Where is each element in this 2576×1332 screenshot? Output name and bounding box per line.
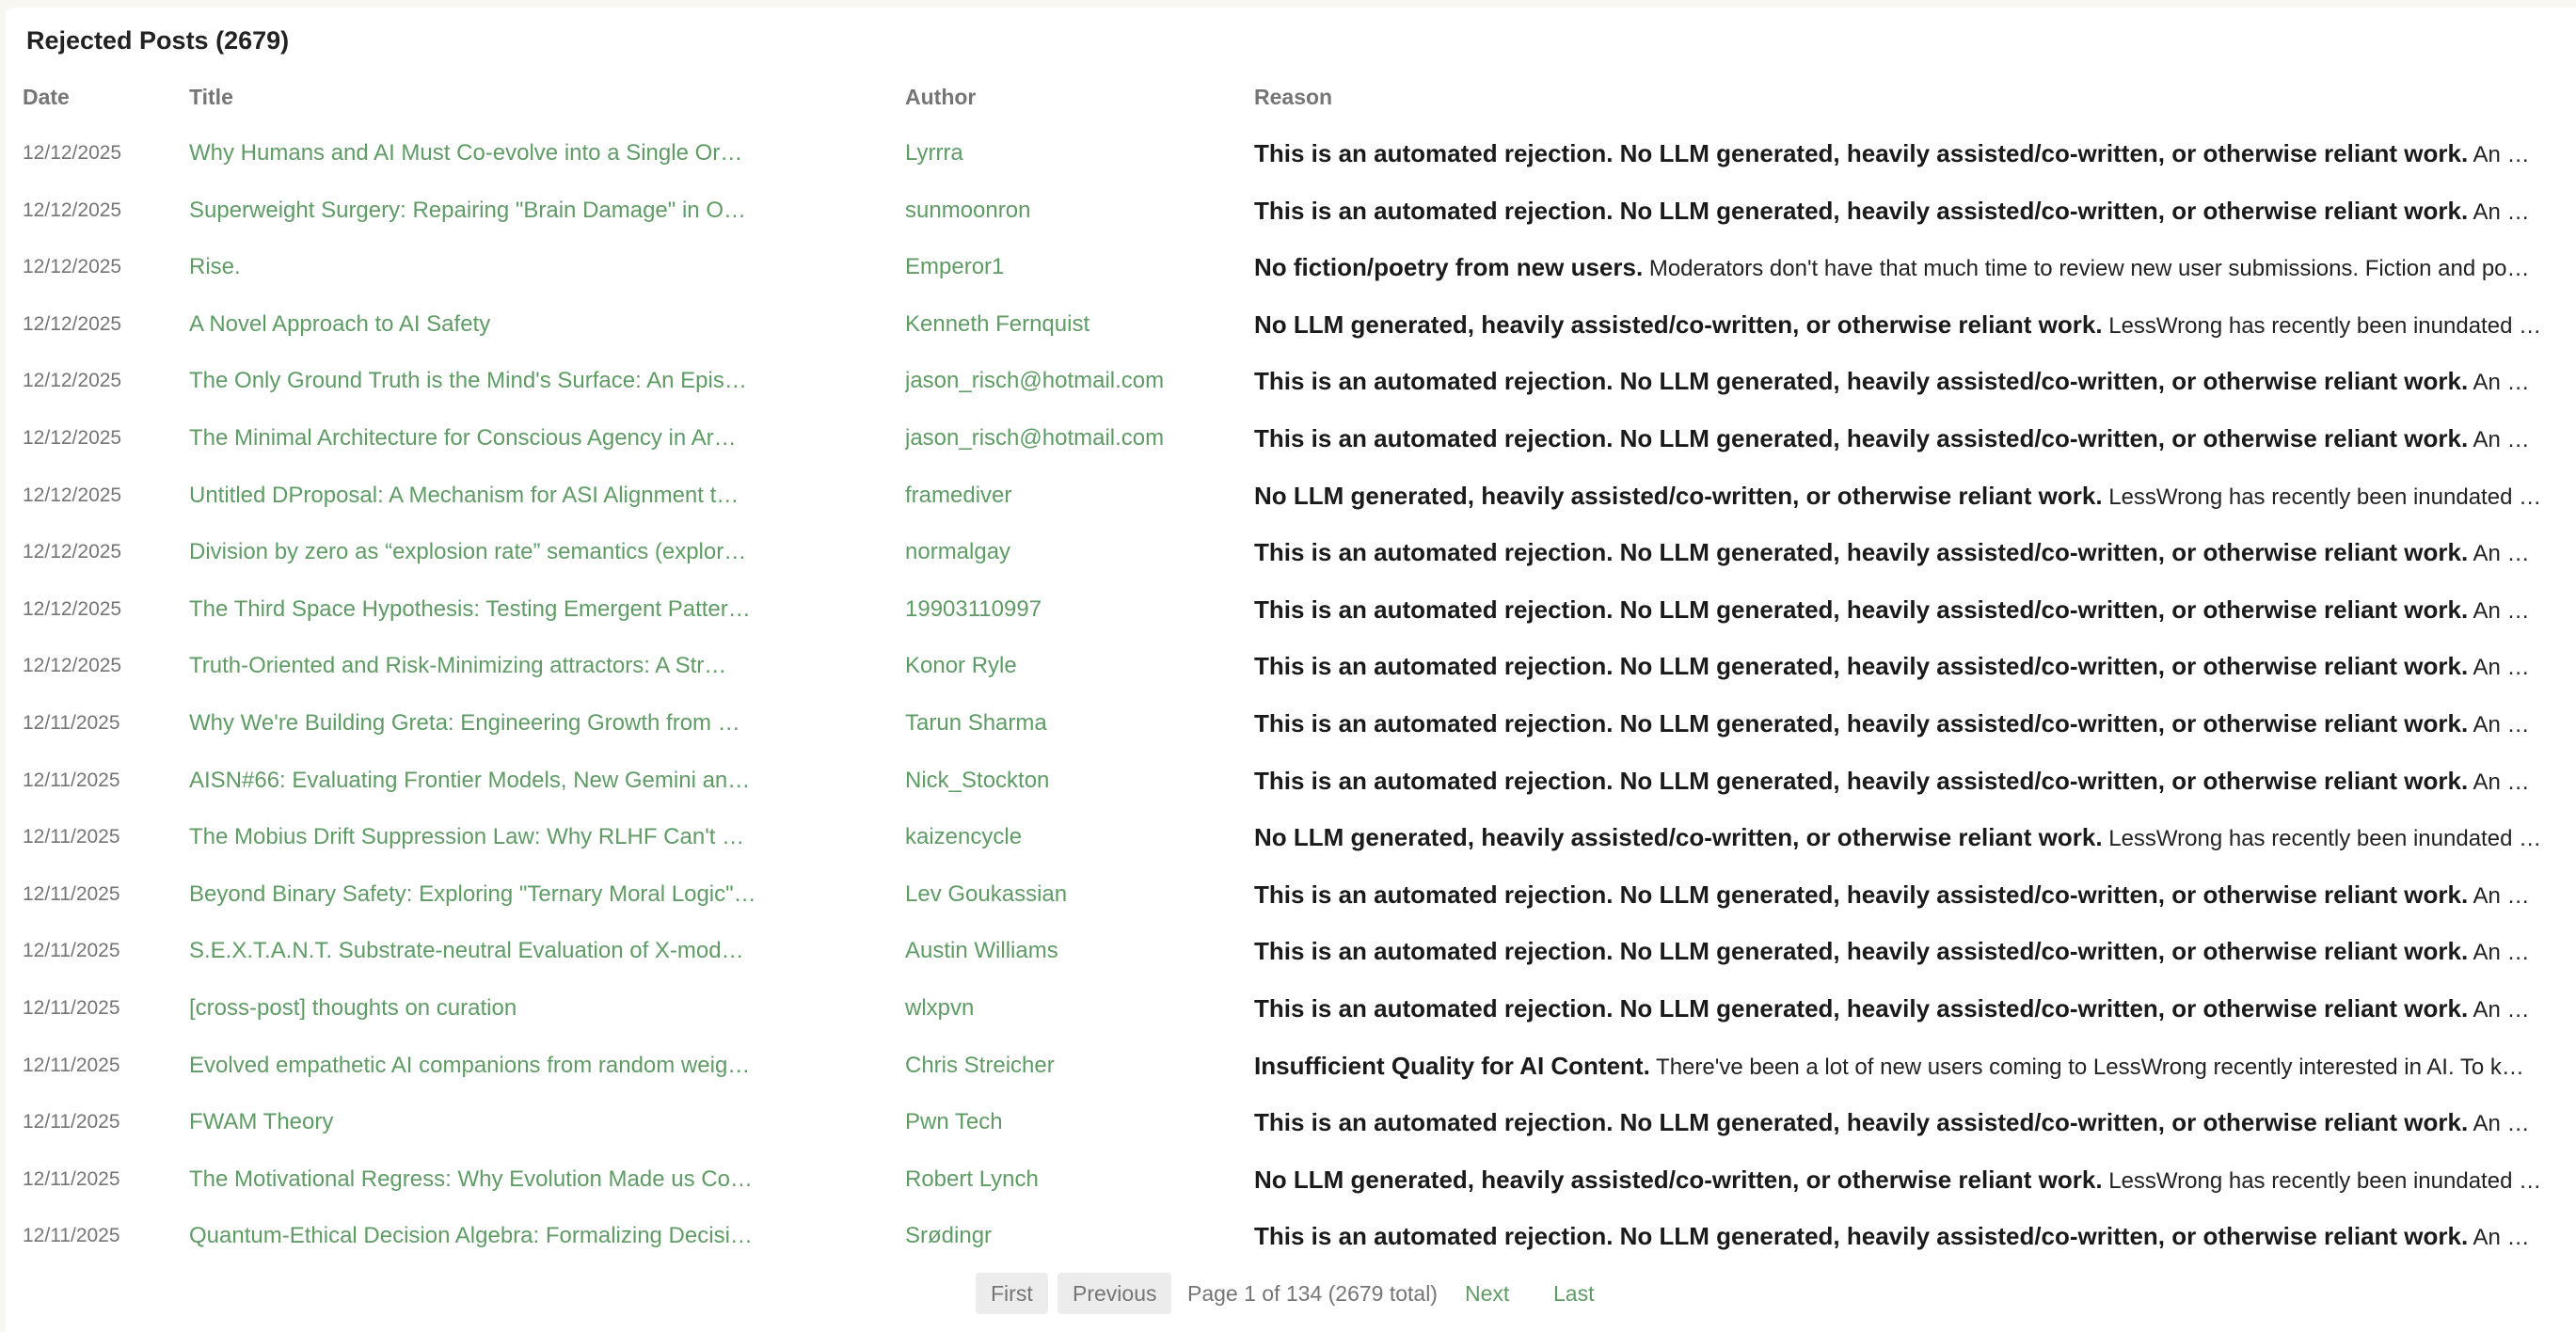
author-link[interactable]: Konor Ryle [905, 653, 1017, 679]
post-title-link[interactable]: Untitled DProposal: A Mechanism for ASI Alignment t… [189, 482, 739, 508]
post-date: 12/12/2025 [23, 312, 122, 335]
rejection-reason-summary: This is an automated rejection. No LLM generated, heavily assisted/co-written, or otherwise reliant work. [1254, 423, 2469, 452]
post-date: 12/12/2025 [23, 370, 122, 392]
next-page-link[interactable]: Next [1465, 1281, 1510, 1306]
page-status: Page 1 of 134 (2679 total) [1187, 1281, 1438, 1306]
table-row [6, 809, 2576, 866]
post-title-link[interactable]: Rise. [189, 254, 241, 280]
rejection-reason-detail: An … [2473, 426, 2530, 452]
post-title-link[interactable]: Beyond Binary Safety: Exploring "Ternary Moral Logic"… [189, 880, 756, 907]
table-row [6, 296, 2576, 354]
post-date: 12/12/2025 [23, 597, 122, 620]
rejection-reason-summary: No LLM generated, heavily assisted/co-written, or otherwise reliant work. [1254, 1165, 2103, 1194]
table-row [6, 866, 2576, 924]
rejection-reason-detail: LessWrong has recently been inundated … [2108, 484, 2542, 510]
author-link[interactable]: sunmoonron [905, 197, 1031, 223]
table-row [6, 923, 2576, 980]
rejection-reason [1254, 296, 2560, 354]
post-title-link[interactable]: The Motivational Regress: Why Evolution Made us Co… [189, 1166, 753, 1192]
post-title-link[interactable]: Truth-Oriented and Risk-Minimizing attractors: A Str… [189, 653, 727, 679]
author-link[interactable]: jason_risch@hotmail.com [905, 368, 1165, 394]
author-link[interactable]: jason_risch@hotmail.com [905, 424, 1165, 451]
post-title-link[interactable]: A Novel Approach to AI Safety [189, 310, 491, 337]
post-title-link[interactable]: The Minimal Architecture for Conscious Agency in Ar… [189, 424, 737, 451]
rejection-reason-summary: This is an automated rejection. No LLM generated, heavily assisted/co-written, or otherwise reliant work. [1254, 1222, 2469, 1251]
post-title-link[interactable]: The Only Ground Truth is the Mind's Surface: An Epis… [189, 368, 747, 394]
table-row [6, 468, 2576, 525]
rejection-reason-summary: This is an automated rejection. No LLM generated, heavily assisted/co-written, or otherwise reliant work. [1254, 1108, 2469, 1137]
table-row [6, 1038, 2576, 1095]
rejection-reason [1254, 1208, 2560, 1265]
previous-page-button[interactable]: Previous [1057, 1273, 1171, 1314]
author-link[interactable]: Nick_Stockton [905, 767, 1050, 793]
rejection-reason [1254, 410, 2560, 468]
rejection-reason [1254, 809, 2560, 866]
post-date: 12/11/2025 [23, 996, 120, 1019]
column-header-author: Author [905, 85, 977, 109]
author-link[interactable]: Robert Lynch [905, 1166, 1039, 1192]
rejection-reason [1254, 980, 2560, 1038]
post-title-link[interactable]: Superweight Surgery: Repairing "Brain Damage" in OL… [189, 197, 758, 223]
table-row [6, 980, 2576, 1038]
rejection-reason [1254, 468, 2560, 525]
post-title-link[interactable]: S.E.X.T.A.N.T. Substrate-neutral Evaluation of X-mod… [189, 938, 744, 964]
table-row [6, 524, 2576, 581]
table-row [6, 1208, 2576, 1265]
rejection-reason-detail: LessWrong has recently been inundated … [2108, 826, 2542, 852]
post-title-link[interactable]: [cross-post] thoughts on curation [189, 994, 517, 1021]
rejection-reason-detail: An … [2473, 882, 2530, 909]
rejection-reason-detail: An … [2473, 541, 2530, 567]
table-header [6, 85, 2576, 119]
post-title-link[interactable]: FWAM Theory [189, 1109, 334, 1135]
post-title-link[interactable]: Why We're Building Greta: Engineering Growth from … [189, 709, 740, 736]
post-date: 12/11/2025 [23, 826, 120, 848]
author-link[interactable]: Kenneth Fernquist [905, 310, 1090, 337]
post-date: 12/11/2025 [23, 1111, 120, 1134]
table-row [6, 695, 2576, 753]
author-link[interactable]: normalgay [905, 539, 1011, 565]
pagination [6, 1273, 2576, 1314]
rejection-reason [1254, 1094, 2560, 1151]
post-date: 12/12/2025 [23, 256, 122, 278]
post-date: 12/11/2025 [23, 882, 120, 905]
table-row [6, 182, 2576, 240]
rejection-reason-summary: This is an automated rejection. No LLM generated, heavily assisted/co-written, or otherwise reliant work. [1254, 708, 2469, 737]
rejection-reason-summary: This is an automated rejection. No LLM generated, heavily assisted/co-written, or otherwise reliant work. [1254, 538, 2469, 567]
rejection-reason [1254, 1151, 2560, 1209]
first-page-button[interactable]: First [976, 1273, 1048, 1314]
rejection-reason [1254, 353, 2560, 410]
author-link[interactable]: Pwn Tech [905, 1109, 1003, 1135]
rejection-reason-summary: This is an automated rejection. No LLM generated, heavily assisted/co-written, or otherwise reliant work. [1254, 652, 2469, 681]
rejection-reason-summary: This is an automated rejection. No LLM generated, heavily assisted/co-written, or otherwise reliant work. [1254, 993, 2469, 1023]
rejection-reason [1254, 1038, 2560, 1095]
post-date: 12/11/2025 [23, 1054, 120, 1076]
last-page-link[interactable]: Last [1553, 1281, 1595, 1306]
table-row [6, 1151, 2576, 1209]
rejection-reason-summary: This is an automated rejection. No LLM generated, heavily assisted/co-written, or otherwise reliant work. [1254, 595, 2469, 624]
post-date: 12/12/2025 [23, 142, 122, 164]
post-date: 12/11/2025 [23, 1225, 120, 1247]
rejection-reason-summary: This is an automated rejection. No LLM generated, heavily assisted/co-written, or otherwise reliant work. [1254, 196, 2469, 225]
author-link[interactable]: wlxpvn [905, 994, 975, 1021]
rejection-reason-summary: This is an automated rejection. No LLM generated, heavily assisted/co-written, or otherwise reliant work. [1254, 766, 2469, 795]
rejection-reason-summary: No LLM generated, heavily assisted/co-written, or otherwise reliant work. [1254, 823, 2103, 852]
post-date: 12/11/2025 [23, 711, 120, 734]
rejection-reason [1254, 753, 2560, 810]
post-date: 12/11/2025 [23, 769, 120, 791]
rejection-reason-detail: An … [2473, 711, 2530, 737]
table-row [6, 239, 2576, 296]
post-date: 12/12/2025 [23, 655, 122, 677]
rejection-reason-detail: Moderators don't have that much time to review new user submissions. Fiction and po… [1648, 256, 2530, 282]
post-title-link[interactable]: Quantum-Ethical Decision Algebra: Formalizing Decisi… [189, 1223, 753, 1249]
rejected-posts-panel [6, 8, 2576, 1332]
author-link[interactable]: Tarun Sharma [905, 709, 1047, 736]
table-row [6, 581, 2576, 639]
post-title-link[interactable]: Division by zero as “explosion rate” semantics (explor… [189, 539, 747, 565]
rejection-reason-detail: An … [2473, 1225, 2530, 1251]
rejection-reason-detail: There've been a lot of new users coming to LessWrong recently interested in AI. To k… [1656, 1054, 2524, 1080]
table-body [6, 125, 2576, 1265]
rejection-reason-detail: An … [2473, 1111, 2530, 1137]
rejection-reason-summary: This is an automated rejection. No LLM generated, heavily assisted/co-written, or otherwise reliant work. [1254, 937, 2469, 966]
author-link[interactable]: Lev Goukassian [905, 880, 1068, 907]
rejection-reason-detail: LessWrong has recently been inundated … [2108, 1167, 2542, 1194]
author-link[interactable]: Srødingr [905, 1223, 993, 1249]
rejection-reason-summary: This is an automated rejection. No LLM generated, heavily assisted/co-written, or otherwise reliant work. [1254, 367, 2469, 396]
rejection-reason-summary: No fiction/poetry from new users. [1254, 253, 1644, 282]
author-link[interactable]: Austin Williams [905, 938, 1058, 964]
table-row [6, 638, 2576, 695]
column-header-title: Title [189, 85, 233, 109]
post-title-link[interactable]: Why Humans and AI Must Co-evolve into a Single Or… [189, 140, 743, 166]
rejection-reason [1254, 182, 2560, 240]
rejection-reason-detail: An … [2473, 370, 2530, 396]
rejection-reason-summary: This is an automated rejection. No LLM generated, heavily assisted/co-written, or otherwise reliant work. [1254, 139, 2469, 167]
rejection-reason-summary: No LLM generated, heavily assisted/co-written, or otherwise reliant work. [1254, 309, 2103, 339]
author-link[interactable]: Lyrrra [905, 140, 963, 166]
table-row [6, 753, 2576, 810]
rejection-reason [1254, 239, 2560, 296]
rejection-reason [1254, 923, 2560, 980]
post-date: 12/12/2025 [23, 541, 122, 563]
post-date: 12/12/2025 [23, 426, 122, 449]
post-date: 12/12/2025 [23, 198, 122, 221]
table-row [6, 410, 2576, 468]
column-header-reason: Reason [1254, 85, 1333, 109]
rejection-reason [1254, 581, 2560, 639]
rejection-reason-detail: An … [2473, 655, 2530, 681]
post-title-link[interactable]: The Mobius Drift Suppression Law: Why RLHF Can't … [189, 824, 745, 850]
author-link[interactable]: kaizencycle [905, 824, 1023, 850]
post-title-link[interactable]: The Third Space Hypothesis: Testing Emergent Patter… [189, 595, 751, 622]
rejection-reason-detail: An … [2473, 198, 2530, 225]
author-link[interactable]: Emperor1 [905, 254, 1005, 280]
rejection-reason-detail: LessWrong has recently been inundated … [2108, 312, 2542, 339]
rejection-reason-detail: An … [2473, 996, 2530, 1023]
table-row [6, 1094, 2576, 1151]
rejection-reason [1254, 638, 2560, 695]
rejection-reason-detail: An … [2473, 769, 2530, 795]
post-title-link[interactable]: Evolved empathetic AI companions from random weig… [189, 1052, 751, 1078]
column-header-date: Date [23, 85, 70, 109]
rejection-reason-summary: Insufficient Quality for AI Content. [1254, 1051, 1650, 1080]
post-date: 12/11/2025 [23, 1167, 120, 1190]
post-date: 12/12/2025 [23, 484, 122, 506]
page-title: Rejected Posts (2679) [26, 26, 290, 55]
rejection-reason [1254, 866, 2560, 924]
table-row [6, 125, 2576, 182]
post-date: 12/11/2025 [23, 940, 120, 962]
rejection-reason-summary: No LLM generated, heavily assisted/co-written, or otherwise reliant work. [1254, 481, 2103, 510]
author-link[interactable]: framediver [905, 482, 1012, 508]
author-link[interactable]: Chris Streicher [905, 1052, 1055, 1078]
rejection-reason [1254, 695, 2560, 753]
rejection-reason-detail: An … [2473, 142, 2530, 167]
author-link[interactable]: 19903110997 [905, 595, 1042, 622]
rejection-reason-detail: An … [2473, 940, 2530, 966]
rejection-reason-detail: An … [2473, 597, 2530, 624]
post-title-link[interactable]: AISN#66: Evaluating Frontier Models, New Gemini an… [189, 767, 751, 793]
table-row [6, 353, 2576, 410]
rejection-reason [1254, 524, 2560, 581]
rejection-reason [1254, 125, 2560, 182]
rejection-reason-summary: This is an automated rejection. No LLM generated, heavily assisted/co-written, or otherwise reliant work. [1254, 880, 2469, 909]
